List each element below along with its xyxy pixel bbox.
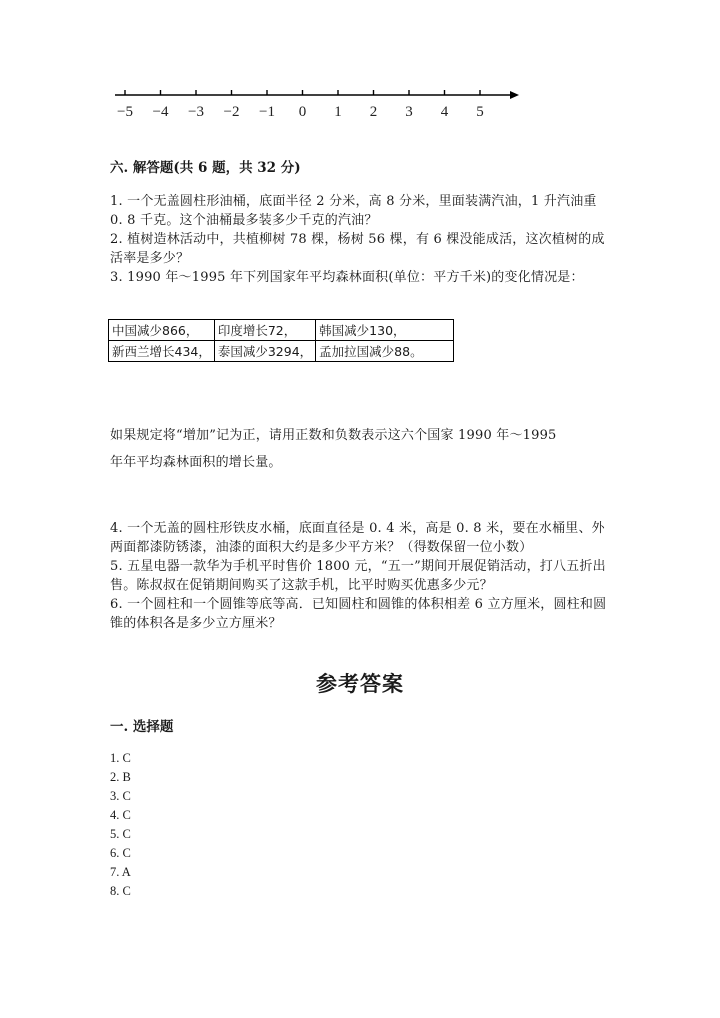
question-3-line-2: 年年平均森林面积的增长量。 (110, 455, 282, 470)
tick-label: 0 (298, 104, 307, 120)
answers-section-1-title: 一. 选择题 (110, 719, 174, 735)
answer-item: 1. C (110, 751, 131, 765)
question-3-line-1: 如果规定将“增加”记为正，请用正数和负数表示这六个国家 1990 年～1995 (110, 428, 557, 443)
answer-item: 8. C (110, 884, 131, 898)
answer-item: 7. A (110, 865, 131, 879)
table-cell: 新西兰增长434， (109, 341, 215, 362)
answer-item: 4. C (110, 808, 131, 822)
question-3: 3. 1990 年～1995 年下列国家年平均森林面积(单位：平方千米)的变化情况是： (110, 270, 584, 285)
answers-title: 参考答案 (316, 671, 404, 696)
answer-item: 2. B (110, 770, 131, 784)
tick-label: −2 (223, 104, 240, 120)
question-block-1 (110, 192, 610, 287)
tick-label: 5 (476, 104, 484, 120)
answer-item: 5. C (110, 827, 131, 841)
table-cell: 韩国减少130， (316, 320, 453, 341)
table-row (109, 320, 454, 341)
tick-label: −4 (152, 104, 169, 120)
table-cell: 孟加拉国减少88。 (316, 341, 453, 362)
number-line-arrow (510, 91, 519, 99)
number-line (100, 78, 530, 128)
tick-label: 3 (405, 104, 413, 120)
tick-label: 2 (369, 104, 378, 120)
tick-label: −1 (259, 104, 275, 120)
question-4: 4. 一个无盖的圆柱形铁皮水桶，底面直径是 0. 4 米，高是 0. 8 米，要在水桶里、外两面都漆防锈漆，油漆的面积大约是多少平方米？（得数保留一位小数） (110, 521, 605, 555)
table-cell: 印度增长72， (214, 320, 315, 341)
answers-list (110, 749, 131, 901)
question-1: 1. 一个无盖圆柱形油桶，底面半径 2 分米，高 8 分米，里面装满汽油，1 升汽油重 0. 8 千克。这个油桶最多装多少千克的汽油？ (110, 194, 597, 228)
section-6-title: 六. 解答题(共 6 题，共 32 分) (110, 160, 301, 176)
table-cell: 中国减少866， (109, 320, 215, 341)
tick-label: 1 (334, 104, 342, 120)
question-block-2 (110, 519, 610, 633)
table-cell: 泰国减少3294， (214, 341, 315, 362)
answer-item: 3. C (110, 789, 131, 803)
question-2: 2. 植树造林活动中，共植柳树 78 棵，杨树 56 棵，有 6 棵没能成活，这次植树的成活率是多少？ (110, 232, 605, 266)
question-5: 5. 五星电器一款华为手机平时售价 1800 元，“五一”期间开展促销活动，打八五折出售。陈叔叔在促销期间购买了这款手机，比平时购买优惠多少元？ (110, 559, 606, 593)
answer-item: 6. C (110, 846, 131, 860)
table-row (109, 341, 454, 362)
tick-label: −5 (117, 104, 133, 120)
tick-label: −3 (188, 104, 204, 120)
forest-area-table (108, 319, 454, 362)
tick-label: 4 (440, 104, 449, 120)
question-6: 6. 一个圆柱和一个圆锥等底等高．已知圆柱和圆锥的体积相差 6 立方厘米，圆柱和圆锥的体积各是多少立方厘米？ (110, 597, 607, 631)
